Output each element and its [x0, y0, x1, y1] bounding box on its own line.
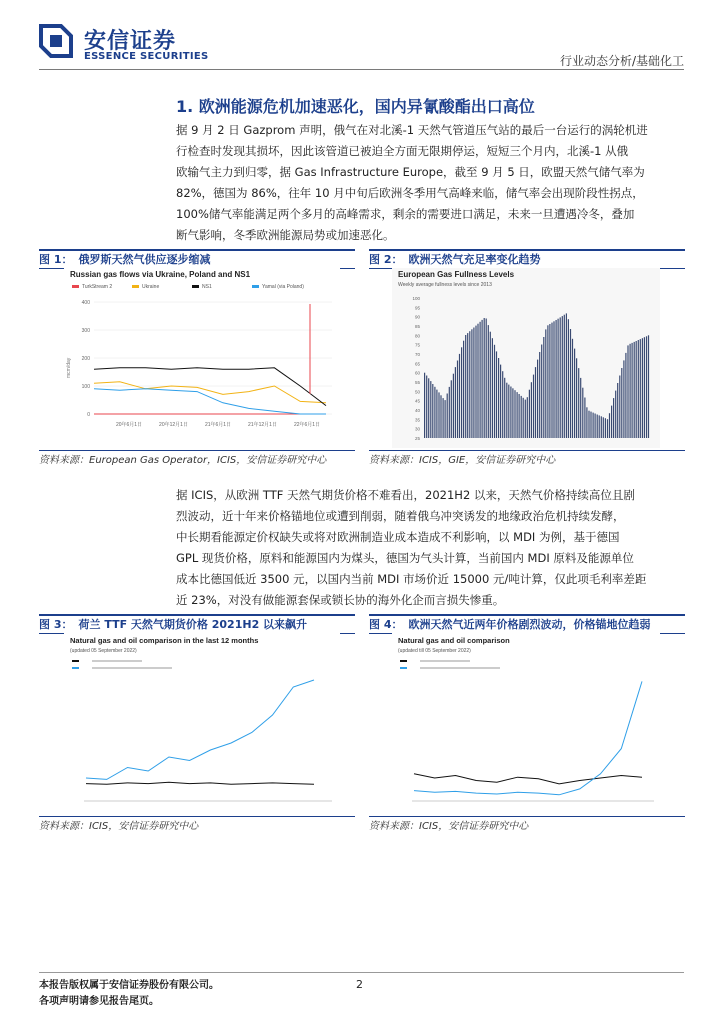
fullness-bar: [477, 324, 478, 438]
fullness-bar: [648, 335, 649, 438]
fullness-bar: [517, 392, 518, 438]
legend-item: NS1: [202, 284, 212, 290]
figure-3-chart: [64, 633, 340, 813]
fullness-bar: [535, 367, 536, 438]
y-tick-label: 400: [81, 300, 90, 306]
fullness-bar: [590, 412, 591, 438]
fullness-bar: [498, 358, 499, 438]
legend-swatch: [400, 660, 407, 662]
fullness-bar: [640, 339, 641, 438]
y-tick-label: 95: [414, 305, 420, 311]
paragraph-2: [176, 485, 685, 611]
fullness-bar: [455, 367, 456, 438]
fullness-bar: [440, 395, 441, 438]
fullness-bar: [488, 325, 489, 438]
footer-line: 各项声明请参见报告尾页。: [39, 996, 159, 1007]
paragraph-line: GPL 现货价格，原料和能源国内为煤头，德国为气头计算，当前国内 MDI 原料及能源单位: [176, 551, 634, 565]
fullness-bar: [558, 319, 559, 438]
figure-1-source: 资料来源：European Gas Operator，ICIS，安信证券研究中心: [39, 455, 327, 466]
fullness-bar: [428, 378, 429, 438]
y-tick-label: 85: [414, 324, 420, 329]
paragraph-line: 行检查时发现其损坏，因此该管道已被迫全方面无限期停运，短短三个月内，北溪-1 从俄: [176, 144, 629, 158]
fullness-bar: [436, 390, 437, 438]
fullness-bar: [543, 337, 544, 438]
figure-label: 图 4：: [369, 618, 403, 631]
series-line: [94, 368, 326, 406]
fullness-bar: [502, 371, 503, 438]
legend-text-placeholder: [420, 667, 500, 669]
series-line: [414, 774, 642, 784]
fullness-bar: [586, 407, 587, 438]
paragraph-1: [176, 120, 685, 246]
fullness-bar: [597, 415, 598, 439]
fullness-bar: [545, 329, 546, 438]
x-tick-label: 21年12月1日: [248, 422, 277, 428]
fullness-bar: [463, 341, 464, 438]
y-tick-label: 45: [414, 398, 420, 404]
figure-4-header: [369, 614, 685, 634]
fullness-bar: [607, 419, 608, 438]
fullness-bar: [475, 326, 476, 438]
chart-subtitle: Weekly average fullness levels since 2013: [398, 282, 492, 288]
fullness-bar: [556, 320, 557, 438]
y-tick-label: 70: [414, 352, 420, 357]
legend-item: Ukraine: [142, 284, 160, 290]
legend-swatch: [72, 660, 79, 662]
fullness-bar: [566, 313, 567, 438]
fullness-bar: [457, 361, 458, 439]
figure-3-source: 资料来源：ICIS，安信证券研究中心: [39, 821, 199, 832]
footer-divider: [39, 972, 684, 973]
x-tick-label: 20年6月1日: [115, 422, 143, 428]
y-tick-label: 75: [414, 342, 420, 348]
fullness-bar: [584, 398, 585, 439]
fullness-bar: [438, 392, 439, 438]
fullness-bar: [469, 331, 470, 438]
paragraph-line: 据 ICIS，从欧洲 TTF 天然气期货价格不难看出，2021H2 以来，天然气价格持续高位且剧: [176, 488, 635, 502]
fullness-bar: [539, 352, 540, 438]
y-tick-label: 55: [414, 380, 420, 385]
figure-3-header: [39, 614, 355, 634]
fullness-bar: [471, 329, 472, 438]
legend-swatch: [252, 285, 259, 288]
fullness-bar: [541, 345, 542, 439]
fullness-bar: [459, 354, 460, 438]
y-tick-label: 30: [414, 426, 420, 432]
fullness-bar: [636, 341, 637, 438]
fullness-bar: [430, 381, 431, 438]
fullness-bar: [504, 378, 505, 438]
fullness-bar: [619, 376, 620, 439]
footer-line: 本报告版权属于安信证券股份有限公司。: [39, 980, 219, 991]
fullness-bar: [553, 321, 554, 438]
fullness-bar: [434, 387, 435, 438]
fullness-bar: [473, 328, 474, 439]
fullness-bar: [613, 398, 614, 438]
fullness-bar: [465, 335, 466, 438]
fullness-bar: [568, 319, 569, 438]
fullness-bar: [537, 360, 538, 438]
fullness-bar: [424, 373, 425, 438]
figure-title: 俄罗斯天然气供应逐步缩减: [78, 253, 211, 266]
fullness-bar: [467, 333, 468, 438]
fullness-bar: [638, 340, 639, 438]
legend-swatch: [192, 285, 199, 288]
fullness-bar: [486, 319, 487, 439]
fullness-bar: [634, 342, 635, 438]
figure-title: 欧洲天然气充足率变化趋势: [408, 253, 541, 266]
paragraph-line: 断气影响，冬季欧洲能源局势或加速恶化。: [176, 228, 395, 242]
y-tick-label: 65: [414, 361, 420, 367]
figure-2-source: 资料来源：ICIS，GIE，安信证券研究中心: [369, 455, 556, 466]
figure-title: 欧洲天然气近两年价格剧烈波动，价格锚地位趋弱: [408, 618, 651, 631]
legend-item: Yamal (via Poland): [262, 284, 304, 290]
legend-swatch: [132, 285, 139, 288]
brand-name: 安信证券: [84, 29, 177, 54]
figure-title: 荷兰 TTF 天然气期货价格 2021H2 以来飙升: [78, 618, 308, 631]
fullness-bar: [611, 406, 612, 438]
fullness-bar: [451, 380, 452, 438]
fullness-bar: [605, 418, 606, 438]
fullness-bar: [574, 349, 575, 438]
footer-disclaimer: [39, 978, 219, 1010]
header-divider: [39, 69, 684, 70]
fullness-bar: [580, 378, 581, 438]
fullness-bar: [617, 383, 618, 438]
fullness-bar: [506, 383, 507, 438]
legend-swatch: [400, 667, 407, 669]
fullness-bar: [560, 317, 561, 438]
series-line: [86, 782, 314, 784]
paragraph-line: 近 23%，对没有做能源套保或锁长协的海外化企而言损失惨重。: [176, 593, 505, 607]
fullness-bar: [484, 318, 485, 438]
paragraph-line: 烈波动，近十年来价格锚地位或遭到削弱，随着俄乌冲突诱发的地缘政治危机持续发酵，: [176, 509, 625, 523]
fullness-bar: [426, 376, 427, 439]
fullness-bar: [496, 351, 497, 438]
figure-2-header: [369, 249, 685, 269]
fullness-bar: [570, 329, 571, 438]
y-tick-label: 60: [414, 370, 420, 376]
fullness-bar: [494, 345, 495, 438]
y-tick-label: 90: [414, 314, 420, 320]
figure-label: 图 1：: [39, 253, 73, 266]
legend-text-placeholder: [92, 660, 142, 662]
legend-swatch: [72, 667, 79, 669]
brand-logo-icon: [39, 24, 73, 58]
fullness-bar: [646, 336, 647, 438]
x-tick-label: 21年6月1日: [204, 422, 232, 428]
fullness-bar: [490, 332, 491, 438]
chart-title: Russian gas flows via Ukraine, Poland and NS1: [70, 270, 251, 279]
paragraph-line: 成本比德国低近 3500 元，以国内当前 MDI 市场价近 15000 元/吨计算，仅此项毛利率差距: [176, 572, 647, 586]
fullness-bar: [576, 358, 577, 438]
fullness-bar: [603, 417, 604, 438]
fullness-bar: [551, 323, 552, 438]
figure-4-chart: [392, 633, 660, 813]
fullness-bar: [630, 344, 631, 438]
fullness-bar: [549, 324, 550, 438]
y-tick-label: 35: [414, 417, 420, 423]
series-line: [94, 382, 326, 403]
y-tick-label: 0: [87, 412, 90, 418]
report-type: 行业动态分析/基础化工: [559, 54, 684, 68]
fullness-bar: [533, 375, 534, 438]
legend-swatch: [72, 285, 79, 288]
figure-label: 图 3：: [39, 618, 73, 631]
fullness-bar: [582, 388, 583, 438]
fullness-bar: [432, 384, 433, 438]
paragraph-line: 欧输气主力到归零，据 Gas Infrastructure Europe，截至 9 月 5 日，欧盟天然气储气率为: [176, 165, 645, 179]
chart-title: Natural gas and oil comparison in the last 12 months: [70, 636, 259, 645]
fullness-bar: [449, 387, 450, 438]
fullness-bar: [500, 365, 501, 438]
chart-subtitle: (updated till 05 September 2022): [398, 648, 471, 654]
fullness-bar: [609, 413, 610, 438]
y-tick-label: 25: [414, 436, 420, 441]
fullness-bar: [523, 398, 524, 438]
figure-1-header: [39, 249, 355, 269]
figure-4-source: 资料来源：ICIS，安信证券研究中心: [369, 821, 529, 832]
fullness-bar: [578, 368, 579, 438]
fullness-bar: [482, 320, 483, 438]
fullness-bar: [447, 394, 448, 439]
fullness-bar: [623, 360, 624, 438]
figure-1-chart: [64, 268, 340, 448]
x-tick-label: 22年6月1日: [293, 422, 321, 428]
paragraph-line: 100%储气率能满足两个多月的高峰需求，剩余的需要进口满足，未来一旦遭遇冷冬，叠加: [176, 207, 635, 221]
fullness-bar: [595, 414, 596, 439]
fullness-bar: [572, 339, 573, 438]
fullness-bar: [547, 325, 548, 438]
fullness-bar: [621, 368, 622, 438]
fullness-bar: [599, 415, 600, 438]
series-line: [94, 389, 326, 414]
fullness-bar: [521, 396, 522, 438]
page-number: 2: [356, 978, 363, 991]
paragraph-line: 中长期看能源定价权缺失或将对欧洲制造业成本造成不利影响，以 MDI 为例，基于德国: [176, 530, 620, 544]
fullness-bar: [480, 322, 481, 438]
brand-name-en: ESSENCE SECURITIES: [84, 51, 209, 62]
series-line: [86, 680, 314, 779]
y-tick-label: 40: [414, 408, 420, 413]
fullness-bar: [564, 315, 565, 438]
section-title: 1. 欧洲能源危机加速恶化，国内异氰酸酯出口高位: [176, 97, 535, 116]
fullness-bar: [625, 353, 626, 438]
figure-label: 图 2：: [369, 253, 403, 266]
fullness-bar: [492, 338, 493, 438]
fullness-bar: [508, 385, 509, 438]
fullness-bar: [588, 411, 589, 438]
fullness-bar: [453, 374, 454, 438]
fullness-bar: [445, 400, 446, 438]
fullness-bar: [443, 398, 444, 438]
fullness-bar: [527, 397, 528, 438]
fullness-bar: [531, 382, 532, 438]
fullness-bar: [593, 413, 594, 438]
chart-title: European Gas Fullness Levels: [398, 270, 515, 279]
fullness-bar: [601, 416, 602, 438]
fullness-bar: [512, 388, 513, 438]
fullness-bar: [632, 343, 633, 438]
legend-item: TurkStream 2: [82, 284, 113, 290]
legend-text-placeholder: [420, 660, 470, 662]
y-tick-label: 50: [414, 389, 420, 395]
x-tick-label: 20年12月1日: [159, 422, 188, 428]
fullness-bar: [529, 390, 530, 438]
fullness-bar: [562, 316, 563, 438]
fullness-bar: [644, 337, 645, 438]
fullness-bar: [510, 387, 511, 439]
paragraph-line: 82%，德国为 86%，往年 10 月中旬后欧洲冬季用气高峰来临，储气率会出现阶段性拐点，: [176, 186, 644, 200]
fullness-bar: [642, 338, 643, 438]
figure-2-chart: [392, 268, 660, 448]
fullness-bar: [461, 347, 462, 438]
fullness-bar: [627, 345, 628, 438]
fullness-bar: [525, 400, 526, 438]
paragraph-line: 据 9 月 2 日 Gazprom 声明，俄气在对北溪-1 天然气管道压气站的最后一台运行的涡轮机进: [176, 123, 648, 137]
chart-title: Natural gas and oil comparison: [398, 636, 510, 645]
y-tick-label: 80: [414, 333, 420, 339]
y-tick-label: 200: [81, 356, 90, 362]
legend-text-placeholder: [92, 667, 172, 669]
y-tick-label: 100: [412, 296, 420, 301]
fullness-bar: [519, 394, 520, 438]
fullness-bar: [615, 391, 616, 438]
y-tick-label: 300: [81, 328, 90, 334]
fullness-bar: [514, 390, 515, 438]
y-axis-label: mcm/day: [66, 357, 72, 378]
chart-subtitle: (updated 05 September 2022): [70, 648, 137, 654]
y-tick-label: 100: [81, 384, 90, 390]
